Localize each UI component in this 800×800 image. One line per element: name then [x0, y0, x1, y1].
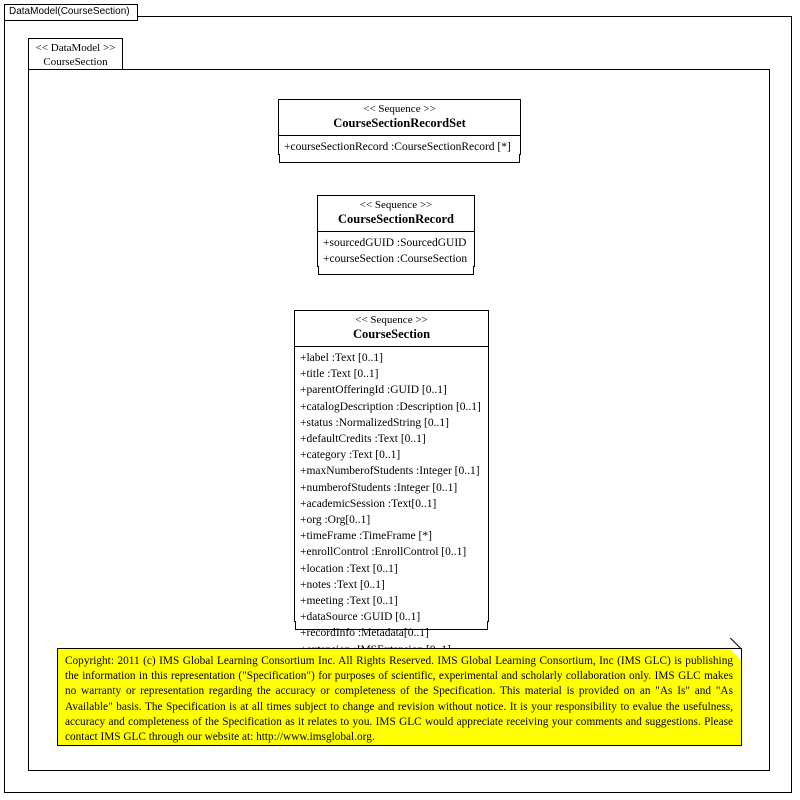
class-attribute: +defaultCredits :Text [0..1] [300, 433, 426, 446]
class-header [318, 196, 474, 232]
class-attribute: +courseSection :CourseSection [323, 253, 468, 266]
class-stereotype: << Sequence >> [359, 199, 433, 211]
class-course-section-record-set[interactable] [278, 99, 521, 155]
class-header [295, 311, 488, 347]
note-fold-icon [730, 649, 741, 660]
class-name: CourseSectionRecord [338, 212, 454, 226]
class-attribute: +status :NormalizedString [0..1] [300, 416, 449, 429]
copyright-note [57, 648, 742, 746]
class-attribute: +timeFrame :TimeFrame [*] [300, 530, 432, 543]
class-attributes [279, 136, 520, 158]
package-name: CourseSection [43, 56, 108, 68]
class-course-section[interactable] [294, 310, 489, 640]
class-attribute: +recordInfo :Metadata[0..1] [300, 627, 429, 640]
class-attribute: +org :Org[0..1] [300, 514, 371, 527]
package-stereotype: << DataModel >> [35, 42, 116, 54]
copyright-note-text: Copyright: 2011 (c) IMS Global Learning Consortium Inc. All Rights Reserved. IMS Global Learning Consortium, Inc (IMS GLC) is publishing the information in this representation ("Specification") for purposes of scientific, experimental and scholarly collaboration only. IMS GLC makes no warranty or representation regarding the accuracy or completeness of the Specification. This material is provided on an "As Is" and "As Available" basis. The Specification is at all times subject to change and revision without notice. It is your responsibility to evalue the usefulness, accuracy and completeness of the Specification as it relates to you. IMS GLC would appreciate receiving your comments and suggestions. Please contact IMS GLC through our website at: http://www.imsglobal.org. [65, 655, 733, 744]
class-attribute: +enrollControl :EnrollControl [0..1] [300, 546, 467, 559]
class-attribute: +location :Text [0..1] [300, 562, 398, 575]
class-attribute: +catalogDescription :Description [0..1] [300, 400, 481, 413]
diagram-frame-label: DataModel(CourseSection) [4, 4, 138, 21]
class-attribute: +notes :Text [0..1] [300, 578, 385, 591]
class-stereotype: << Sequence >> [363, 103, 436, 115]
class-attribute: +title :Text [0..1] [300, 368, 379, 381]
class-attribute: +academicSession :Text[0..1] [300, 497, 437, 510]
class-header [279, 100, 520, 136]
class-stereotype: << Sequence >> [355, 314, 428, 326]
class-attribute: +maxNumberofStudents :Integer [0..1] [300, 465, 480, 478]
class-attribute: +numberofStudents :Integer [0..1] [300, 481, 458, 494]
class-attribute: +label :Text [0..1] [300, 352, 383, 364]
class-attribute: +dataSource :GUID [0..1] [300, 611, 421, 624]
class-attribute: +courseSectionRecord :CourseSectionRecord [*] [284, 141, 511, 153]
class-attributes [295, 347, 488, 661]
package-tab [28, 38, 123, 69]
class-attributes [318, 232, 474, 270]
class-attribute: +category :Text [0..1] [300, 449, 401, 462]
class-attribute: +meeting :Text [0..1] [300, 595, 398, 608]
class-attribute: +parentOfferingId :GUID [0..1] [300, 384, 447, 397]
class-attribute: +sourcedGUID :SourcedGUID [323, 237, 467, 249]
class-course-section-record[interactable] [317, 195, 475, 267]
class-name: CourseSectionRecordSet [333, 116, 466, 130]
class-name: CourseSection [352, 327, 431, 341]
